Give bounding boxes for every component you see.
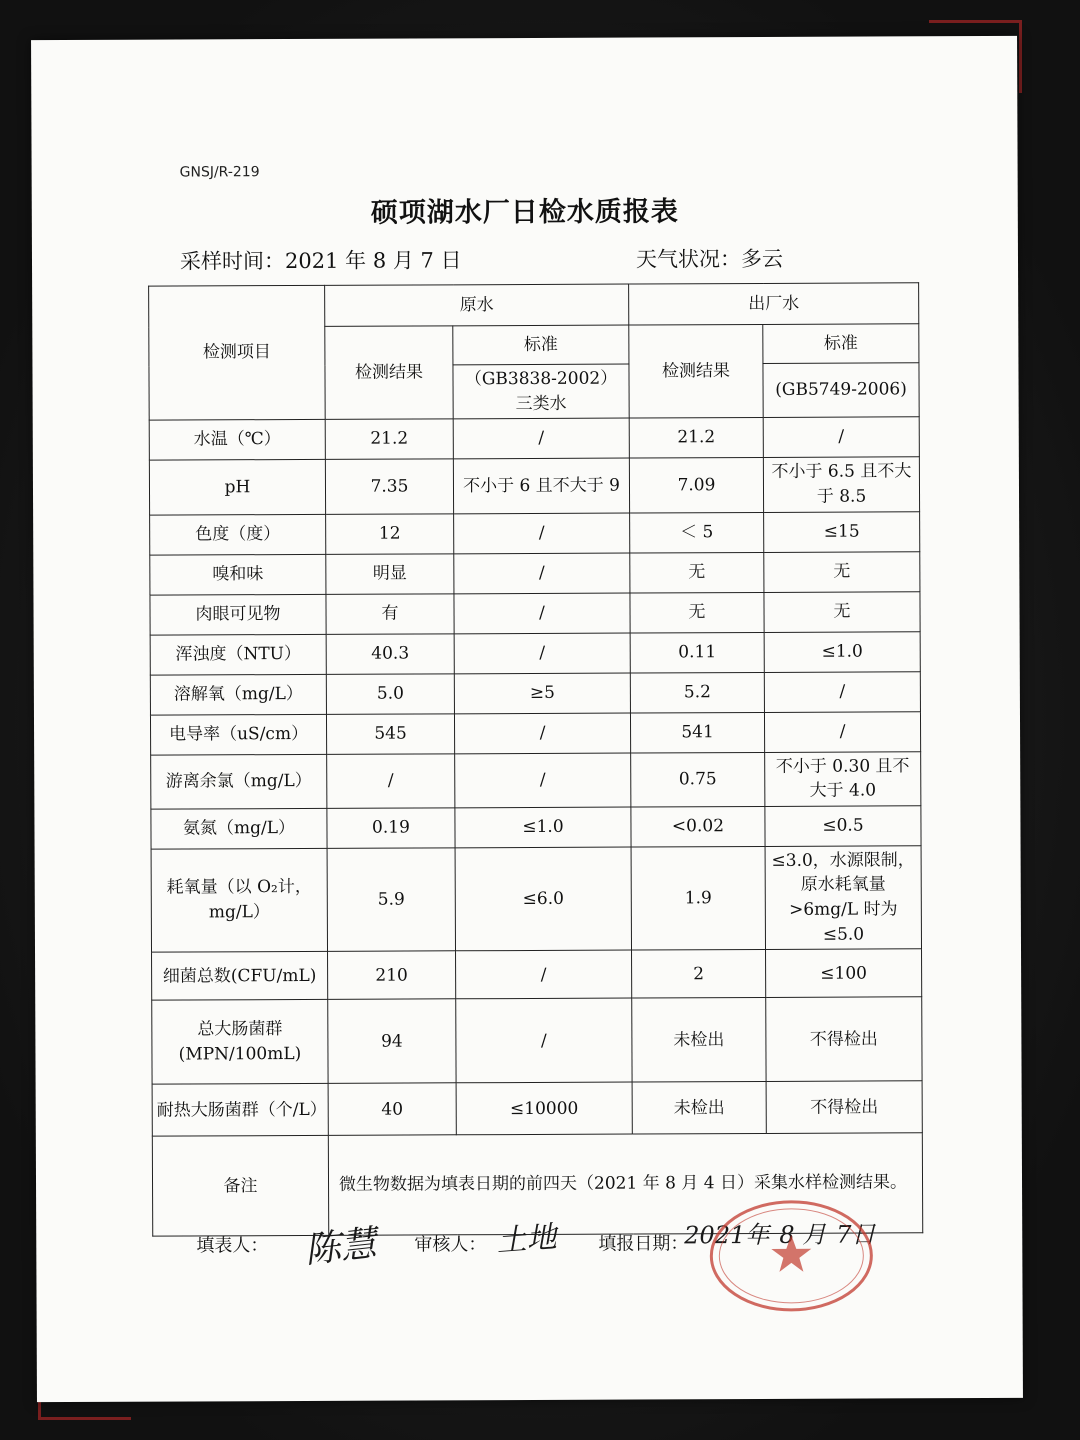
out-standard-cell: 不小于 0.30 且不大于 4.0 <box>765 751 921 806</box>
item-cell: 水温（℃） <box>149 420 325 461</box>
raw-result-cell: 7.35 <box>325 459 453 514</box>
out-result-cell: 无 <box>630 592 764 633</box>
table-row <box>150 551 920 594</box>
out-standard-cell: 不得检出 <box>766 997 922 1082</box>
out-standard-cell: / <box>764 711 920 752</box>
out-standard-cell: 不小于 6.5 且不大于 8.5 <box>763 457 919 512</box>
out-result-cell: ＜ 5 <box>630 512 764 553</box>
raw-result-cell: 0.19 <box>327 808 455 849</box>
out-standard-cell: / <box>764 671 920 712</box>
date-day: 7日 <box>836 1220 876 1249</box>
date-year: 2021年 <box>684 1220 770 1250</box>
official-seal-stamp <box>706 1196 877 1315</box>
raw-standard-cell: / <box>454 633 630 674</box>
remark-text: 微生物数据为填表日期的前四天（2021 年 8 月 4 日）采集水样检测结果。 <box>328 1133 922 1236</box>
raw-standard-cell: ≤10000 <box>456 1082 632 1135</box>
out-standard-header: 标准 <box>763 324 919 364</box>
item-cell: 浑浊度（NTU） <box>150 634 326 675</box>
weather-status: 天气状况：多云 <box>635 246 784 272</box>
out-result-cell: 0.11 <box>630 632 764 673</box>
out-result-cell: 2 <box>632 950 766 999</box>
filler-signature: 陈慧 <box>302 1223 379 1272</box>
item-cell: 总大肠菌群(MPN/100mL) <box>152 1000 328 1085</box>
out-standard-ref: (GB5749-2006) <box>763 363 919 418</box>
raw-result-cell: 12 <box>326 513 454 554</box>
table-row <box>152 949 922 1000</box>
table-row <box>151 806 921 849</box>
filler-label: 填表人： <box>196 1235 269 1257</box>
reviewer-label: 审核人： <box>414 1234 487 1256</box>
item-cell: 肉眼可见物 <box>150 594 326 635</box>
item-cell: 游离余氯（mg/L） <box>151 754 327 809</box>
out-standard-cell: 无 <box>764 551 920 592</box>
reviewer-signature: 土地 <box>495 1219 558 1260</box>
raw-standard-cell: / <box>456 998 632 1083</box>
out-result-cell: 5.2 <box>630 672 764 713</box>
raw-standard-cell: / <box>454 713 630 754</box>
raw-standard-cell: / <box>453 418 629 459</box>
raw-result-cell: 21.2 <box>325 419 453 460</box>
raw-standard-cell: / <box>454 553 630 594</box>
table-row <box>152 997 922 1084</box>
table-row <box>152 1081 922 1136</box>
raw-result-header: 检测结果 <box>325 326 453 420</box>
raw-standard-header: 标准 <box>453 325 629 365</box>
raw-standard-cell: / <box>455 753 631 808</box>
item-cell: 电导率（uS/cm） <box>150 714 326 755</box>
out-result-cell: 21.2 <box>629 418 763 459</box>
report-title: 硕项湖水厂日检水质报表 <box>370 196 679 229</box>
document-code: GNSJ/R-219 <box>179 164 260 181</box>
item-cell: 溶解氧（mg/L） <box>150 674 326 715</box>
raw-standard-ref: （GB3838-2002）三类水 <box>453 364 629 419</box>
out-result-cell: 1.9 <box>631 846 765 950</box>
table-row <box>151 846 921 953</box>
out-result-cell: 0.75 <box>631 752 765 807</box>
raw-standard-cell: ≤6.0 <box>455 847 631 951</box>
raw-standard-cell: 不小于 6 且不大于 9 <box>453 458 629 513</box>
out-result-cell: <0.02 <box>631 806 765 847</box>
table-row <box>150 511 920 554</box>
table-row <box>149 457 919 515</box>
out-standard-cell: ≤0.5 <box>765 806 921 847</box>
item-cell: 耐热大肠菌群（个/L） <box>152 1084 328 1137</box>
water-quality-table <box>148 282 923 1237</box>
item-cell: pH <box>149 460 325 515</box>
raw-result-cell: 明显 <box>326 553 454 594</box>
raw-result-cell: 有 <box>326 593 454 634</box>
raw-result-cell: 40.3 <box>326 633 454 674</box>
raw-standard-cell: / <box>454 513 630 554</box>
table-row <box>149 417 919 460</box>
raw-result-cell: 5.9 <box>327 848 455 952</box>
item-cell: 色度（度） <box>150 514 326 555</box>
remark-label: 备注 <box>152 1136 328 1237</box>
raw-standard-cell: ≥5 <box>454 673 630 714</box>
raw-result-cell: 40 <box>328 1083 456 1136</box>
raw-standard-cell: / <box>456 950 632 999</box>
raw-result-cell: 94 <box>328 999 456 1084</box>
date-month: 8 月 <box>779 1220 827 1249</box>
date-label: 填报日期： <box>598 1233 689 1255</box>
raw-result-cell: 210 <box>328 951 456 1000</box>
out-standard-cell: ≤100 <box>766 949 922 998</box>
raw-result-cell: 5.0 <box>326 673 454 714</box>
out-result-cell: 7.09 <box>629 458 763 513</box>
out-standard-cell: ≤15 <box>764 511 920 552</box>
table-row <box>151 751 921 809</box>
raw-standard-cell: ≤1.0 <box>455 807 631 848</box>
raw-water-header: 原水 <box>325 284 629 326</box>
out-result-header: 检测结果 <box>629 324 763 418</box>
table-row <box>150 711 920 754</box>
item-cell: 嗅和味 <box>150 554 326 595</box>
raw-standard-cell: / <box>454 593 630 634</box>
out-water-header: 出厂水 <box>629 283 919 325</box>
out-result-cell: 未检出 <box>632 1082 766 1135</box>
sample-time: 采样时间：2021 年 8 月 7 日 <box>179 248 462 274</box>
out-result-cell: 无 <box>630 552 764 593</box>
out-result-cell: 541 <box>630 712 764 753</box>
out-standard-cell: / <box>763 417 919 458</box>
table-row <box>150 631 920 674</box>
raw-result-cell: 545 <box>326 713 454 754</box>
out-standard-cell: 无 <box>764 591 920 632</box>
raw-result-cell: / <box>327 753 455 808</box>
out-standard-cell: ≤1.0 <box>764 631 920 672</box>
item-header: 检测项目 <box>149 285 326 420</box>
item-cell: 耗氧量（以 O₂计，mg/L） <box>151 848 327 952</box>
table-row <box>150 591 920 634</box>
report-paper <box>31 36 1023 1402</box>
item-cell: 氨氮（mg/L） <box>151 808 327 849</box>
out-result-cell: 未检出 <box>632 998 766 1083</box>
out-standard-cell: ≤3.0，水源限制，原水耗氧量>6mg/L 时为≤5.0 <box>765 846 921 950</box>
item-cell: 细菌总数(CFU/mL) <box>152 952 328 1001</box>
out-standard-cell: 不得检出 <box>766 1081 922 1134</box>
table-row <box>150 671 920 714</box>
